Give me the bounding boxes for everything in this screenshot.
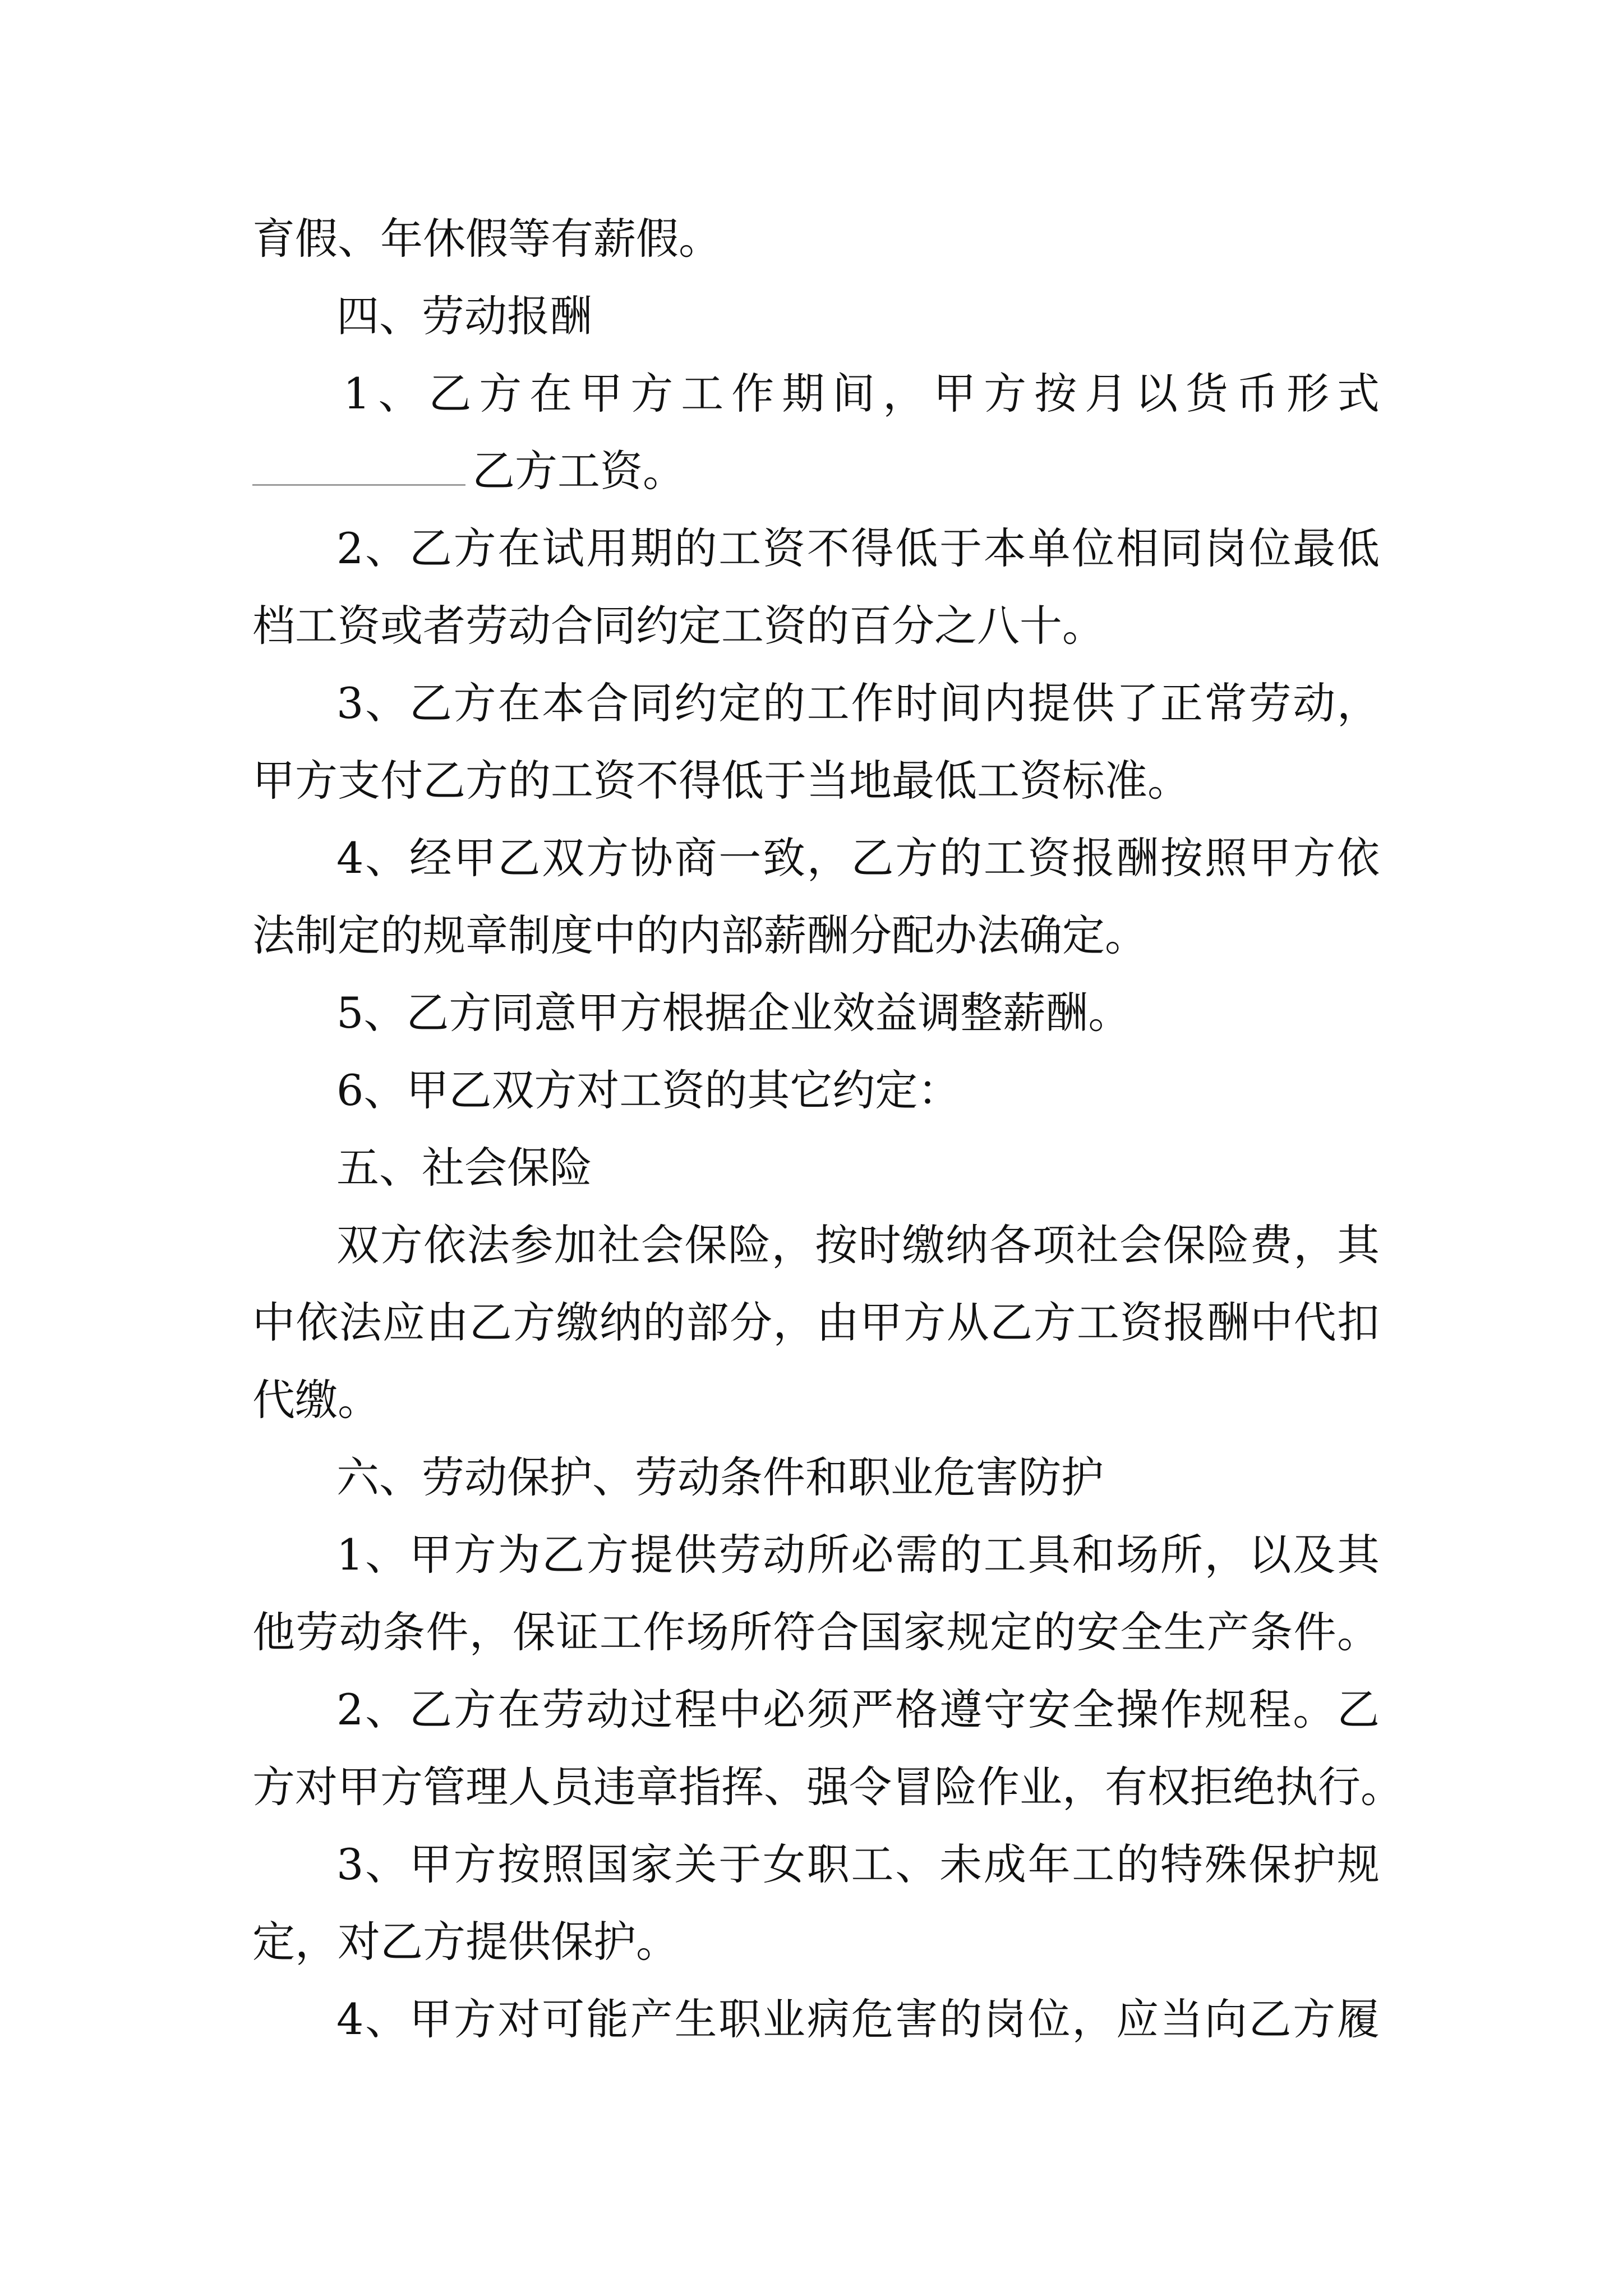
paragraph-line: 2、乙方在劳动过程中必须严格遵守安全操作规程。乙	[336, 1685, 1380, 1734]
paragraph-line: 法制定的规章制度中的内部薪酬分配办法确定。	[252, 910, 1147, 960]
paragraph-line: 育假、年休假等有薪假。	[252, 214, 721, 264]
section-heading-labor-protection: 六、劳动保护、劳动条件和职业危害防护	[336, 1452, 1104, 1502]
paragraph-line: 1、甲方为乙方提供劳动所必需的工具和场所，以及其	[336, 1530, 1380, 1580]
paragraph-line: 6、甲乙双方对工资的其它约定：	[336, 1065, 961, 1115]
paragraph-line: 4、经甲乙双方协商一致，乙方的工资报酬按照甲方依	[336, 833, 1380, 883]
paragraph-line: 1、乙方在甲方工作期间，甲方按月以货币形式	[343, 369, 1380, 418]
paragraph-line: 5、乙方同意甲方根据企业效益调整薪酬。	[336, 988, 1131, 1038]
paragraph-line: 中依法应由乙方缴纳的部分，由甲方从乙方工资报酬中代扣	[252, 1297, 1380, 1347]
section-heading-labor-pay: 四、劳动报酬	[336, 291, 592, 341]
paragraph-line: 档工资或者劳动合同约定工资的百分之八十。	[252, 601, 1105, 651]
paragraph-line: 甲方支付乙方的工资不得低于当地最低工资标准。	[252, 756, 1190, 806]
fill-in-blank[interactable]	[252, 445, 465, 486]
paragraph-line: 2、乙方在试用期的工资不得低于本单位相同岗位最低	[336, 523, 1380, 573]
paragraph-line-with-blank	[252, 443, 1380, 499]
paragraph-line: 定，对乙方提供保护。	[252, 1917, 679, 1967]
paragraph-line: 双方依法参加社会保险，按时缴纳各项社会保险费，其	[336, 1220, 1380, 1270]
section-heading-social-insurance: 五、社会保险	[336, 1143, 592, 1193]
paragraph-line: 代缴。	[252, 1375, 380, 1425]
paragraph-line: 3、甲方按照国家关于女职工、未成年工的特殊保护规	[336, 1839, 1380, 1889]
paragraph-line-text: 乙方工资。	[472, 446, 685, 496]
paragraph-line: 方对甲方管理人员违章指挥、强令冒险作业，有权拒绝执行。	[252, 1762, 1403, 1812]
paragraph-line: 3、乙方在本合同约定的工作时间内提供了正常劳动，	[336, 678, 1380, 728]
paragraph-line: 他劳动条件，保证工作场所符合国家规定的安全生产条件。	[252, 1607, 1380, 1657]
paragraph-line: 4、甲方对可能产生职业病危害的岗位，应当向乙方履	[336, 1994, 1380, 2044]
